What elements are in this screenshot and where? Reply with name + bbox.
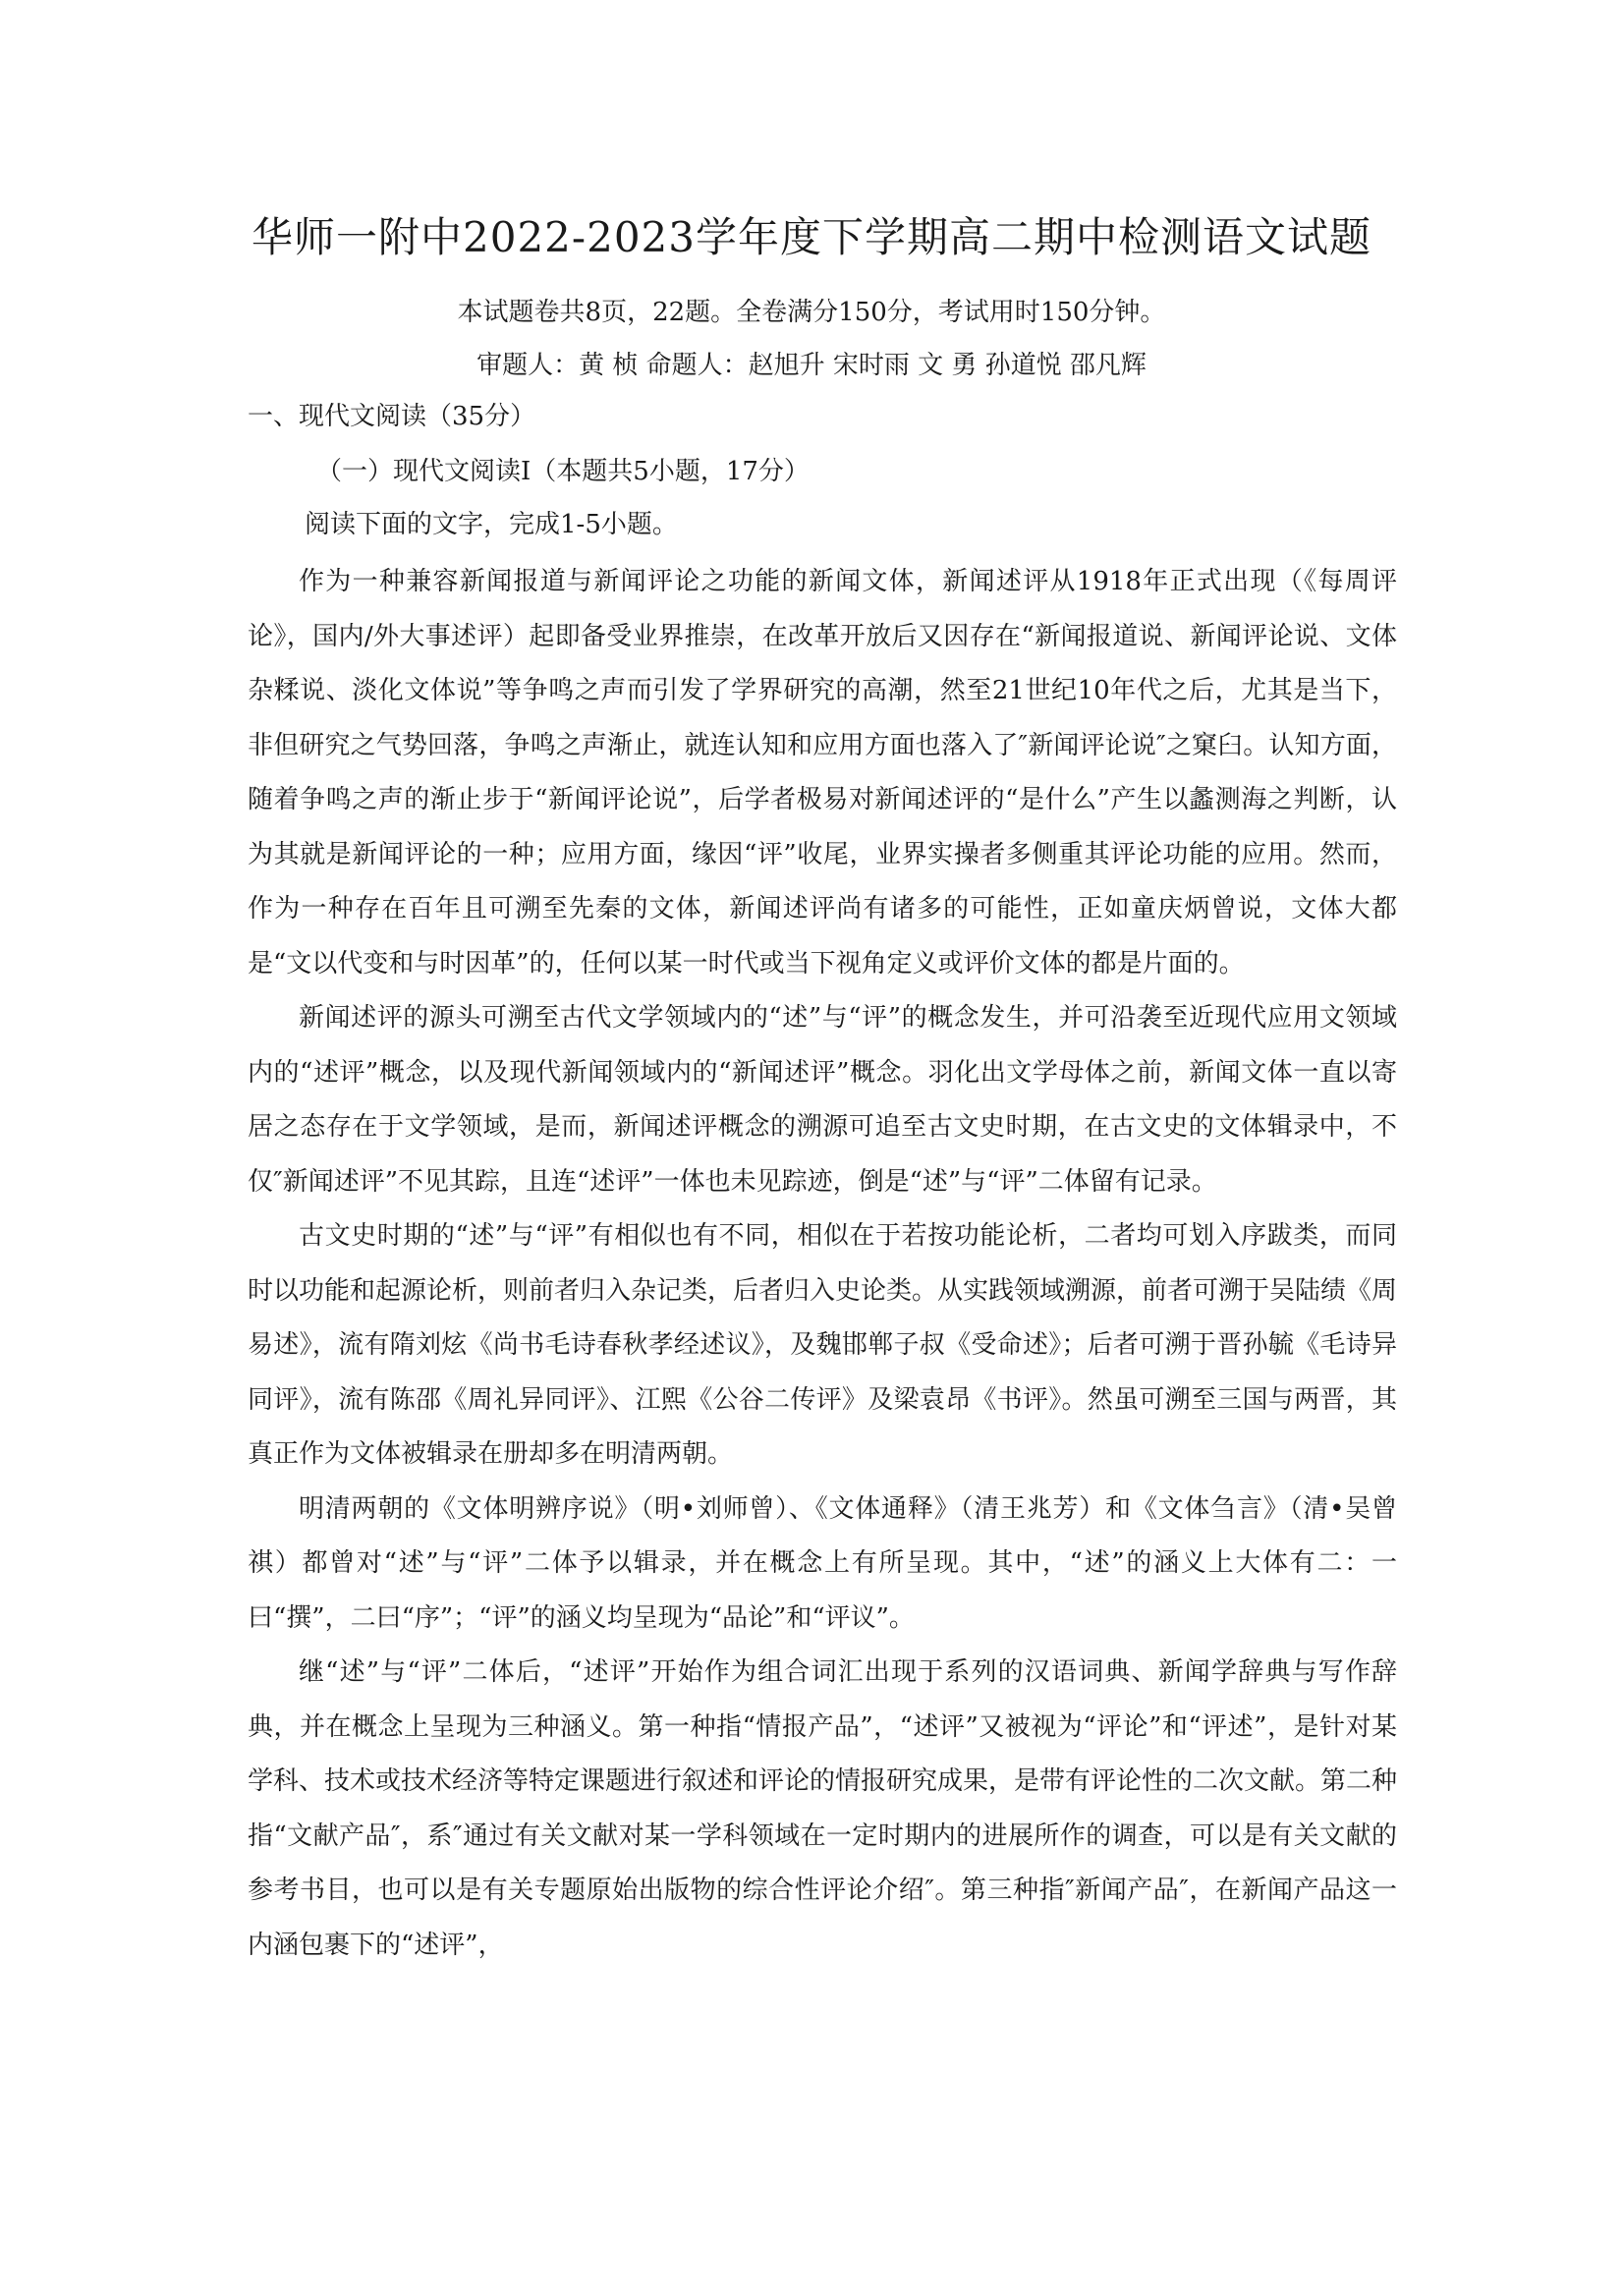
section-heading: 一、现代文阅读（35分） <box>248 402 536 431</box>
exam-title: 华师一附中2022-2023学年度下学期高二期中检测语文试题 <box>252 213 1371 261</box>
passage-paragraph-5: 继“述”与“评”二体后，“述评”开始作为组合词汇出现于系列的汉语词典、新闻学辞典与写作辞典，并在概念上呈现为三种涵义。第一种指“情报产品”，“述评”又被视为“评论”和“评述”，是针对某学科、技术或技术经济等特定课题进行叙述和评论的情报研究成果，是带有评论性的二次文献。第二种指“文献产品″，系″通过有关文献对某一学科领域在一定时期内的进展所作的调查，可以是有关文献的参考书目，也可以是有关专题原始出版物的综合性评论介绍″。第三种指″新闻产品″，在新闻产品这一内涵包裹下的“述评”， <box>248 1657 1398 1960</box>
passage-paragraph-1: 作为一种兼容新闻报道与新闻评论之功能的新闻文体，新闻述评从1918年正式出现（《每周评论》，国内/外大事述评）起即备受业界推崇，在改革开放后又因存在“新闻报道说、新闻评论说、文体杂糅说、淡化文体说”等争鸣之声而引发了学界研究的高潮，然至21世纪10年代之后，尤其是当下，非但研究之气势回落，争鸣之声渐止，就连认知和应用方面也落入了″新闻评论说″之窠臼。认知方面，随着争鸣之声的渐止步于“新闻评论说”，后学者极易对新闻述评的“是什么”产生以蠡测海之判断，认为其就是新闻评论的一种；应用方面，缘因“评”收尾，业界实操者多侧重其评论功能的应用。然而，作为一种存在百年且可溯至先秦的文体，新闻述评尚有诸多的可能性，正如童庆炳曾说，文体大都是“文以代变和与时因革”的，任何以某一时代或当下视角定义或评价文体的都是片面的。 <box>248 567 1397 979</box>
passage-paragraph-4: 明清两朝的《文体明辨序说》（明•刘师曾）、《文体通释》（清王兆芳）和《文体刍言》（清•吴曾祺）都曾对“述”与“评”二体予以辑录，并在概念上有所呈现。其中，“述”的涵义上大体有二：一曰“撰”，二曰“序”；“评”的涵义均呈现为“品论”和“评议”。 <box>248 1493 1397 1633</box>
exam-reviewers-line: 审题人：黄 桢 命题人：赵旭升 宋时雨 文 勇 孙道悦 邵凡辉 <box>476 351 1147 380</box>
reading-instruction: 阅读下面的文字，完成1-5小题。 <box>305 510 678 539</box>
passage-paragraph-3: 古文史时期的“述”与“评”有相似也有不同，相似在于若按功能论析，二者均可划入序跋类，而同时以功能和起源论析，则前者归入杂记类，后者归入史论类。从实践领域溯源，前者可溯于吴陆绩《周易述》，流有隋刘炫《尚书毛诗春秋孝经述议》，及魏邯郸子叔《受命述》；后者可溯于晋孙毓《毛诗异同评》，流有陈邵《周礼异同评》、江熙《公谷二传评》及梁袁昂《书评》。然虽可溯至三国与两晋，其真正作为文体被辑录在册却多在明清两朝。 <box>248 1221 1398 1469</box>
passage-paragraph-2: 新闻述评的源头可溯至古代文学领域内的“述”与“评”的概念发生，并可沿袭至近现代应用文领域内的“述评”概念，以及现代新闻领域内的“新闻述评”概念。羽化出文学母体之前，新闻文体一直以寄居之态存在于文学领域，是而，新闻述评概念的溯源可追至古文史时期，在古文史的文体辑录中，不仅″新闻述评”不见其踪，且连“述评”一体也未见踪迹，倒是“述”与“评”二体留有记录。 <box>248 1003 1397 1197</box>
subsection-heading: （一）现代文阅读Ⅰ（本题共5小题，17分） <box>316 457 810 486</box>
reading-passage <box>248 555 1397 1973</box>
exam-info-line: 本试题卷共8页，22题。全卷满分150分，考试用时150分钟。 <box>457 298 1166 327</box>
